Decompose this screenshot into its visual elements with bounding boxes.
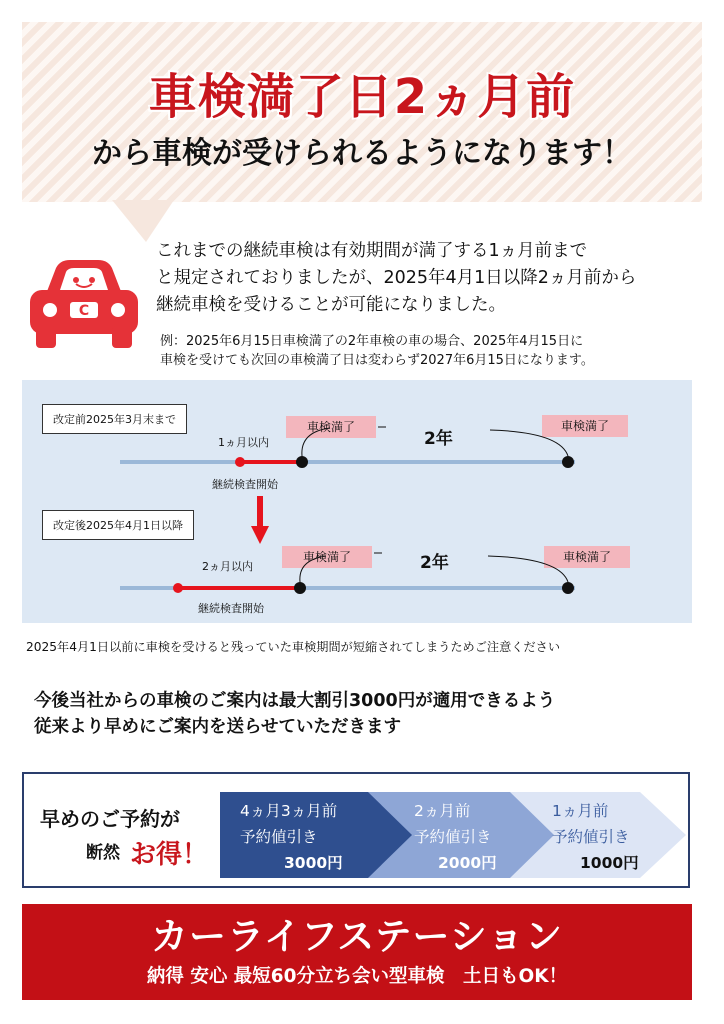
step-2-period: 2ヵ月前	[414, 802, 471, 820]
step-2	[414, 798, 497, 876]
step-3-period: 1ヵ月前	[552, 802, 609, 820]
before-expiry-left: 車検満了	[286, 416, 376, 438]
before-expiry-right: 車検満了	[542, 415, 628, 437]
footer-subtitle: 納得 安心 最短60分立ち会い型車検 土日もOK！	[146, 966, 568, 987]
step-1-amount: 3000円	[284, 854, 343, 872]
step-2-amount: 2000円	[438, 854, 497, 872]
booking-lead: 早めのご予約が	[40, 807, 180, 831]
info-line: 今後当社からの車検のご案内は最大割引3000円が適用できるよう	[34, 691, 556, 711]
caution-note: 2025年4月1日以前に車検を受けると残っていた車検期間が短縮されてしまうためご注意ください	[26, 640, 561, 654]
after-years: 2年	[420, 553, 449, 573]
booking-lead-2: 断然	[86, 843, 120, 863]
subheadline: から車検が受けられるようになります！	[92, 136, 632, 171]
after-tag: 改定後2025年4月1日以降	[42, 510, 194, 540]
info-line: 従来より早めにご案内を送らせていただきます	[34, 717, 401, 737]
before-start-label: 継続検査開始	[212, 478, 278, 491]
before-years: 2年	[424, 429, 453, 449]
step-2-label: 予約値引き	[414, 828, 492, 846]
intro-line: 継続車検を受けることが可能になりました。	[156, 295, 506, 315]
step-3	[552, 798, 639, 876]
example-line: 例：2025年6月15日車検満了の2年車検の車の場合、2025年4月15日に	[160, 334, 584, 349]
step-1-period: 4ヵ月3ヵ月前	[240, 802, 338, 820]
step-3-amount: 1000円	[580, 854, 639, 872]
after-expiry-right: 車検満了	[544, 546, 630, 568]
booking-lead-3: お得！	[130, 840, 209, 870]
footer-title: カーライフステーション	[150, 915, 564, 958]
after-range-label: 2ヵ月以内	[202, 560, 253, 573]
after-start-label: 継続検査開始	[198, 602, 264, 615]
car-plate-letter: C	[78, 303, 90, 319]
step-1-label: 予約値引き	[240, 828, 318, 846]
example-line: 車検を受けても次回の車検満了日は変わらず2027年6月15日になります。	[160, 353, 594, 368]
before-range-label: 1ヵ月以内	[218, 436, 269, 449]
intro-line: と規定されておりましたが、2025年4月1日以降2ヵ月前から	[156, 268, 637, 288]
before-tag: 改定前2025年3月末まで	[42, 404, 187, 434]
after-expiry-left: 車検満了	[282, 546, 372, 568]
headline: 車検満了日2ヵ月前	[148, 69, 576, 125]
step-1	[240, 798, 343, 876]
step-3-label: 予約値引き	[552, 828, 630, 846]
intro-line: これまでの継続車検は有効期間が満了する1ヵ月前まで	[156, 241, 588, 261]
